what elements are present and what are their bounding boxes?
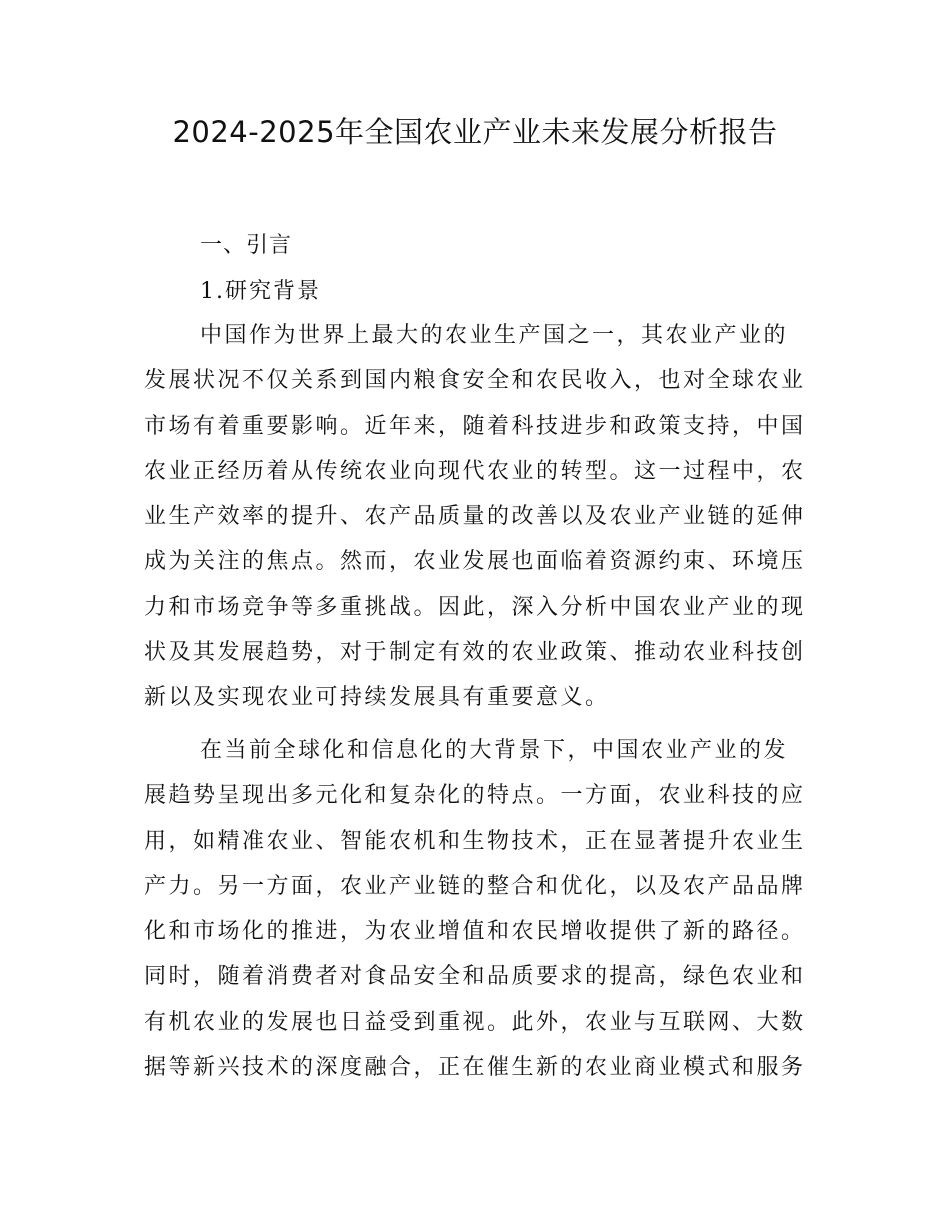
- paragraph-line: 中国作为世界上最大的农业生产国之一，其农业产业的: [200, 323, 789, 348]
- paragraph-line: 新以及实现农业可持续发展具有重要意义。: [144, 685, 610, 711]
- document-title: 2024-2025年全国农业产业未来发展分析报告: [172, 115, 778, 149]
- paragraph-line: 展趋势呈现出多元化和复杂化的特点。一方面，农业科技的应: [144, 783, 806, 809]
- paragraph-line: 用，如精准农业、智能农机和生物技术，正在显著提升农业生: [144, 828, 806, 854]
- paragraph-line: 状及其发展趋势，对于制定有效的农业政策、推动农业科技创: [144, 640, 806, 666]
- section-heading: 一、引言: [200, 233, 293, 258]
- paragraph-research-background-1: [144, 313, 824, 721]
- paragraph-line: 产力。另一方面，农业产业链的整合和优化，以及农产品品牌: [144, 873, 806, 899]
- paragraph-line: 市场有着重要影响。近年来，随着科技进步和政策支持，中国: [144, 413, 806, 439]
- paragraph-line: 业生产效率的提升、农产品质量的改善以及农业产业链的延伸: [144, 504, 806, 530]
- paragraph-line: 据等新兴技术的深度融合，正在催生新的农业商业模式和服务: [144, 1055, 806, 1081]
- paragraph-line: 力和市场竞争等多重挑战。因此，深入分析中国农业产业的现: [144, 594, 806, 620]
- paragraph-line: 同时，随着消费者对食品安全和品质要求的提高，绿色农业和: [144, 964, 806, 990]
- paragraph-line: 发展状况不仅关系到国内粮食安全和农民收入，也对全球农业: [144, 368, 806, 394]
- paragraph-line: 在当前全球化和信息化的大背景下，中国农业产业的发: [200, 738, 789, 763]
- paragraph-research-background-2: [144, 728, 824, 1090]
- paragraph-line: 有机农业的发展也日益受到重视。此外，农业与互联网、大数: [144, 1009, 806, 1035]
- paragraph-line: 化和市场化的推进，为农业增值和农民增收提供了新的路径。: [144, 919, 806, 945]
- subsection-heading: 1.研究背景: [200, 279, 321, 304]
- paragraph-line: 农业正经历着从传统农业向现代农业的转型。这一过程中，农: [144, 458, 806, 484]
- paragraph-line: 成为关注的焦点。然而，农业发展也面临着资源约束、环境压: [144, 549, 806, 575]
